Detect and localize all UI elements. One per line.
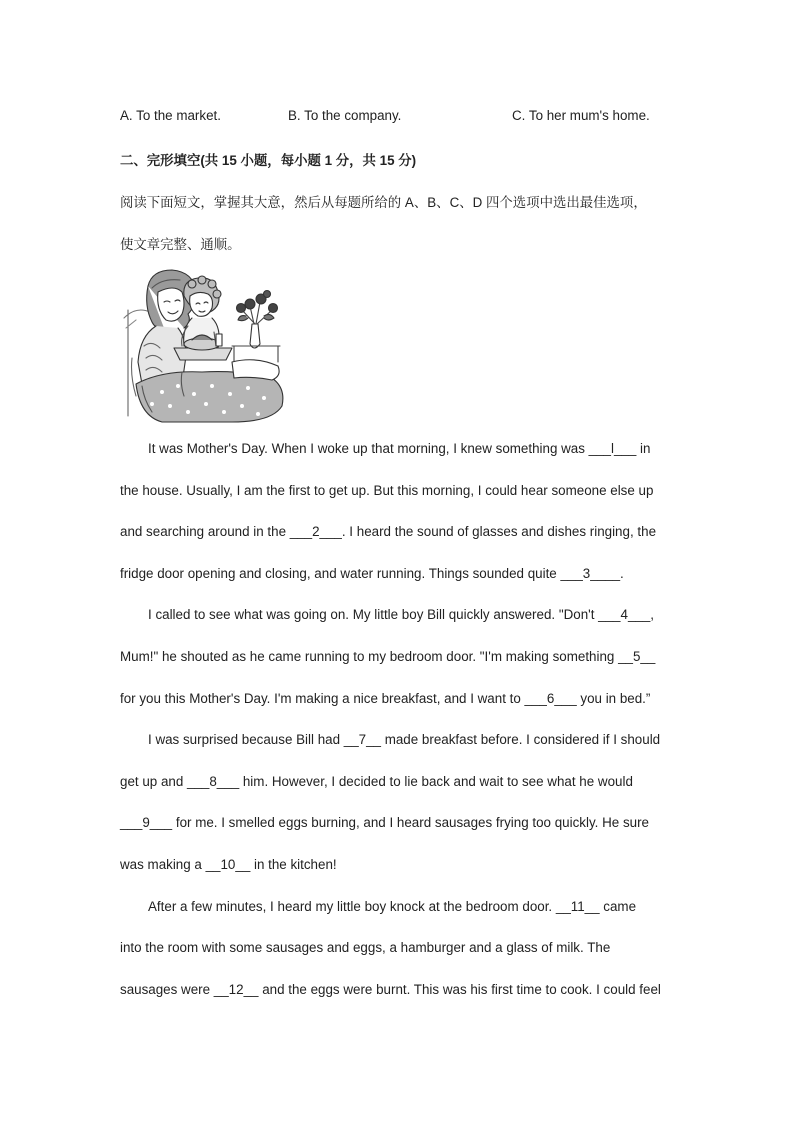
instruction-line-1: 阅读下面短文，掌握其大意，然后从每题所给的 A、B、C、D 四个选项中选出最佳选项， (120, 195, 647, 210)
passage-line: I called to see what was going on. My little boy Bill quickly answered. "Don't ___4___, (148, 607, 655, 623)
passage-line: After a few minutes, I heard my little boy knock at the bedroom door. __11__ came (148, 898, 637, 914)
previous-question-options (120, 108, 680, 126)
passage-line: get up and ___8___ him. However, I decided to lie back and wait to see what he would (120, 773, 633, 789)
option-b: B. To the company. (288, 108, 402, 123)
passage-line: I was surprised because Bill had __7__ made breakfast before. I considered if I should (148, 732, 661, 748)
passage-line: Mum!" he shouted as he came running to my bedroom door. "I'm making something __5__ (120, 648, 656, 664)
cloze-passage (120, 438, 676, 1020)
passage-line: and searching around in the ___2___. I heard the sound of glasses and dishes ringing, the (120, 524, 657, 540)
passage-line: was making a __10__ in the kitchen! (120, 856, 337, 872)
passage-line: ___9___ for me. I smelled eggs burning, and I heard sausages frying too quickly. He sure (120, 815, 649, 831)
passage-line: the house. Usually, I am the first to get up. But this morning, I could hear someone else up (120, 482, 654, 498)
passage-line: for you this Mother's Day. I'm making a nice breakfast, and I want to ___6___ you in bed.” (120, 690, 651, 706)
mother-and-child-breakfast-illustration (122, 266, 288, 426)
passage-line: sausages were __12__ and the eggs were burnt. This was his first time to cook. I could feel (120, 981, 661, 997)
instruction-line-2: 使文章完整、通顺。 (120, 237, 241, 252)
option-c: C. To her mum's home. (512, 108, 650, 123)
option-a: A. To the market. (120, 108, 221, 123)
passage-line: into the room with some sausages and eggs, a hamburger and a glass of milk. The (120, 940, 611, 956)
section-title: 二、完形填空(共 15 小题，每小题 1 分，共 15 分) (120, 153, 417, 168)
passage-line: fridge door opening and closing, and water running. Things sounded quite ___3____. (120, 565, 624, 581)
passage-line: It was Mother's Day. When I woke up that morning, I knew something was ___l___ in (148, 441, 651, 456)
